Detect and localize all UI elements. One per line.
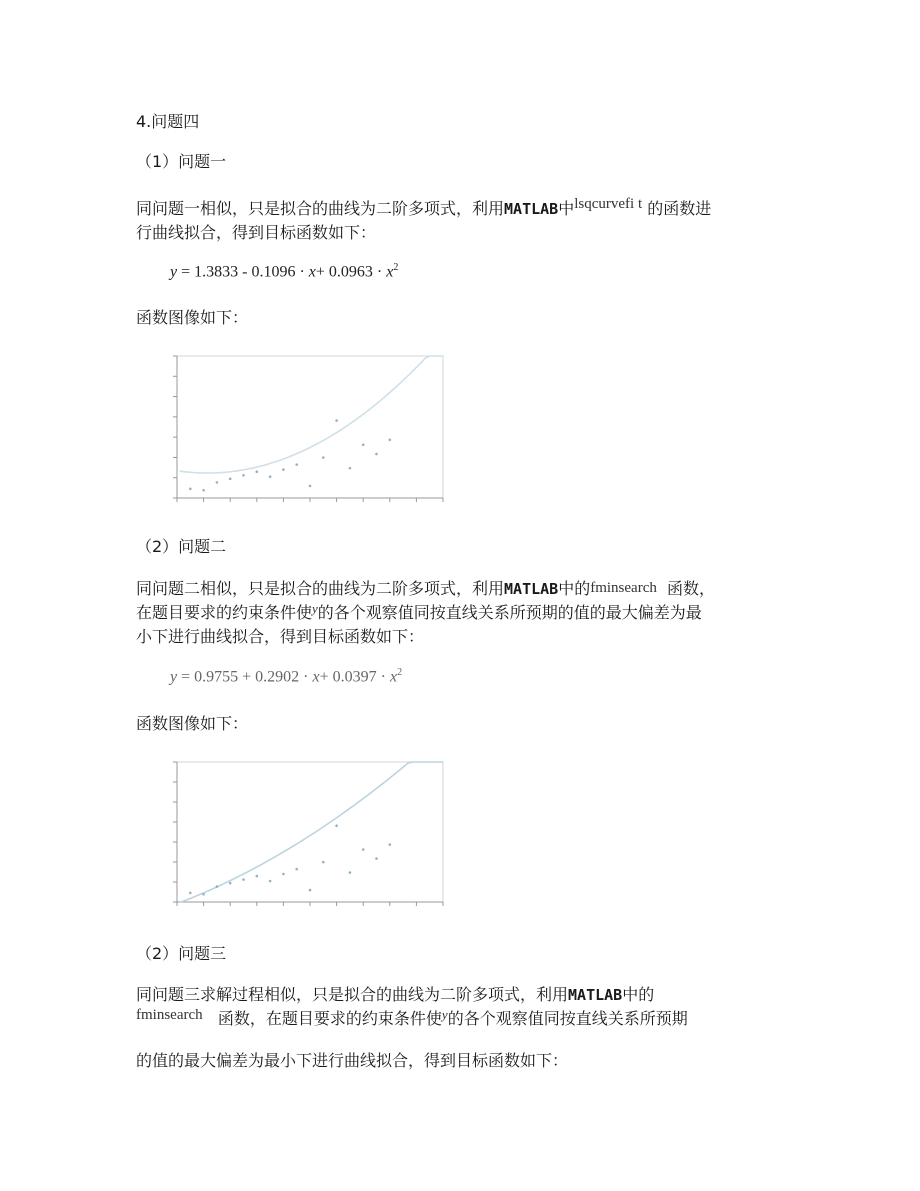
part3-line1-text-a: 同问题三求解过程相似，只是拟合的曲线为二阶多项式，利用: [136, 985, 569, 1004]
part1-line1-text-b: 中: [558, 199, 575, 218]
chart-1-svg: [170, 352, 446, 504]
chart-2-data-point: [322, 861, 325, 864]
chart-1-data-point: [349, 467, 352, 470]
chart-2-svg: [170, 758, 446, 908]
chart-2-data-point: [349, 871, 352, 874]
eq1-rhs1: = 1.3833 - 0.1096 ·: [177, 263, 309, 281]
chart-2-data-point: [242, 878, 245, 881]
part1-line1-text-a: 同问题一相似，只是拟合的曲线为二阶多项式，利用: [136, 199, 505, 218]
chart-2: [170, 758, 446, 908]
eq2-var-x: x: [312, 668, 320, 686]
part2-paragraph-line2: [136, 601, 702, 626]
chart-1-data-point: [375, 453, 378, 456]
chart-1-data-point: [322, 456, 325, 459]
part2-line2-text-b: 的各个观察值同按直线关系所预期的值的最大偏差为最: [317, 603, 702, 622]
chart-2-data-point: [269, 880, 272, 883]
chart-1-data-point: [309, 485, 312, 488]
part2-heading: （2）问题二: [136, 537, 227, 556]
part1-paragraph-line2: 行曲线拟合，得到目标函数如下：: [136, 223, 377, 242]
chart-2-data-point: [295, 868, 298, 871]
part1-figure-caption: 函数图像如下：: [136, 308, 249, 327]
part3-line1-text-b: 中的: [622, 985, 655, 1004]
chart-2-data-point: [389, 843, 392, 846]
chart-2-data-point: [189, 892, 192, 895]
eq2-lhs: y: [170, 668, 178, 686]
chart-1: [170, 352, 446, 504]
part3-paragraph-line3: 的值的最大偏差为最小下进行曲线拟合，得到目标函数如下：: [136, 1051, 569, 1070]
eq1-var-x2: x: [386, 263, 394, 281]
chart-1-data-point: [335, 419, 338, 422]
part2-line1-text-a: 同问题二相似，只是拟合的曲线为二阶多项式，利用: [136, 579, 505, 598]
part2-line1-text-c: 函数，: [667, 579, 716, 598]
eq2-rhs1: = 0.9755 + 0.2902 ·: [177, 668, 313, 686]
part2-var-y: y: [312, 601, 318, 616]
chart-1-data-point: [242, 474, 245, 477]
part2-equation: [170, 667, 402, 686]
part1-equation: [170, 262, 398, 281]
chart-1-data-point: [389, 438, 392, 441]
chart-2-frame: [177, 762, 443, 902]
chart-2-data-point: [375, 857, 378, 860]
chart-2-data-point: [309, 889, 312, 892]
part3-matlab: MATLAB: [568, 986, 623, 1004]
chart-2-data-point: [202, 893, 205, 896]
chart-1-data-point: [189, 487, 192, 490]
chart-2-fit-curve: [180, 762, 443, 902]
part3-func-name: fminsearch: [136, 1007, 203, 1023]
chart-1-fit-curve: [180, 356, 443, 473]
part2-line1-text-b: 中的: [558, 579, 591, 598]
part2-figure-caption: 函数图像如下：: [136, 714, 249, 733]
chart-1-data-point: [216, 481, 219, 484]
part2-paragraph-line3: 小下进行曲线拟合，得到目标函数如下：: [136, 627, 425, 646]
part2-line2-text-a: 在题目要求的约束条件使: [136, 603, 313, 622]
part3-paragraph-line2: [136, 1007, 688, 1032]
part3-heading: （2）问题三: [136, 944, 227, 963]
eq1-rhs2: + 0.0963 ·: [315, 263, 387, 281]
chart-1-data-point: [202, 489, 205, 492]
part1-paragraph-line1: [136, 197, 711, 222]
chart-1-data-point: [295, 463, 298, 466]
eq2-var-x2: x: [389, 668, 398, 686]
eq1-exponent: 2: [393, 262, 399, 273]
part1-func-name: lsqcurvefi t: [574, 196, 643, 212]
eq2-exponent: 2: [397, 667, 403, 678]
chart-2-data-point: [216, 885, 219, 888]
chart-1-data-point: [256, 470, 259, 473]
part3-line2-text-b: 的各个观察值同按直线关系所预期: [447, 1009, 688, 1028]
section-title: 4.问题四: [136, 112, 200, 131]
part1-line1-text-c: 的函数进: [647, 199, 712, 218]
eq2-rhs2: + 0.0397 ·: [319, 668, 390, 686]
part2-func-name: fminsearch: [590, 580, 657, 596]
part1-heading: （1）问题一: [136, 152, 227, 171]
part2-matlab: MATLAB: [504, 580, 559, 598]
chart-1-data-point: [362, 443, 365, 446]
part3-var-y: y: [441, 1007, 448, 1022]
eq1-lhs: y: [170, 263, 178, 281]
part2-paragraph-line1: [136, 577, 715, 602]
chart-1-frame: [177, 356, 443, 498]
chart-1-data-point: [282, 468, 285, 471]
chart-1-data-point: [229, 478, 232, 481]
eq1-var-x: x: [308, 263, 316, 281]
part1-matlab: MATLAB: [504, 200, 559, 218]
chart-2-data-point: [282, 873, 285, 876]
part3-line2-text-a: 函数，在题目要求的约束条件使: [217, 1009, 442, 1028]
chart-1-data-point: [269, 475, 272, 478]
chart-2-data-point: [229, 882, 232, 885]
chart-2-data-point: [335, 824, 338, 827]
chart-2-data-point: [362, 848, 365, 851]
part3-paragraph-line1: [136, 983, 654, 1007]
chart-2-data-point: [256, 875, 259, 878]
